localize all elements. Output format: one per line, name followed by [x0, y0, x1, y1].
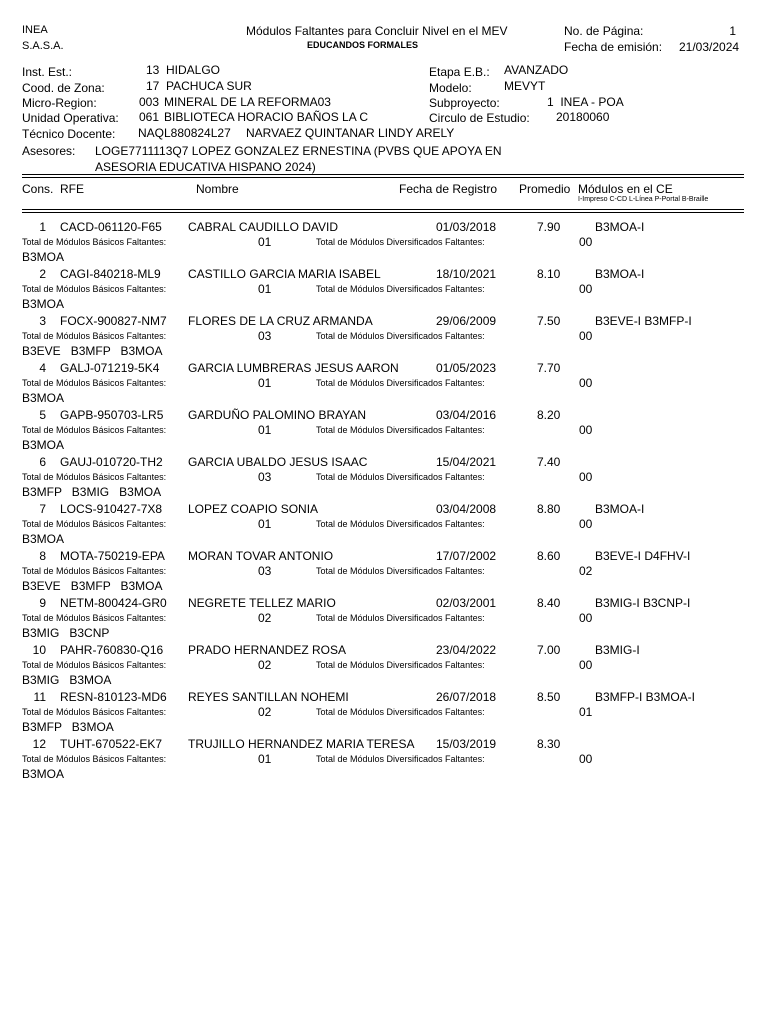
record-basicos: 02	[258, 611, 272, 625]
record-cons: 12	[32, 737, 46, 751]
col-nombre: Nombre	[196, 182, 239, 196]
unidad-name: BIBLIOTECA HORACIO BAÑOS LA C	[164, 110, 369, 124]
record-basicos: 03	[258, 564, 272, 578]
inst-code: 13	[146, 63, 160, 77]
basicos-label: Total de Módulos Básicos Faltantes:	[22, 660, 167, 670]
record-promedio: 8.10	[537, 267, 561, 281]
etapa-label: Etapa E.B.:	[429, 65, 490, 79]
diversificados-label: Total de Módulos Diversificados Faltantes:	[316, 566, 485, 576]
tecnico-name: NARVAEZ QUINTANAR LINDY ARELY	[246, 126, 455, 140]
basicos-label: Total de Módulos Básicos Faltantes:	[22, 378, 167, 388]
basicos-label: Total de Módulos Básicos Faltantes:	[22, 519, 167, 529]
record-basicos: 01	[258, 235, 272, 249]
date-label: Fecha de emisión:	[564, 40, 663, 54]
header-rule-bottom	[22, 209, 744, 210]
record-basicos: 01	[258, 423, 272, 437]
asesores-label: Asesores:	[22, 144, 76, 158]
record-nombre: CASTILLO GARCIA MARIA ISABEL	[188, 267, 381, 281]
record-nombre: LOPEZ COAPIO SONIA	[188, 502, 319, 516]
record-cons: 10	[32, 643, 46, 657]
record-fecha: 02/03/2001	[436, 596, 497, 610]
basicos-label: Total de Módulos Básicos Faltantes:	[22, 237, 167, 247]
col-fecha: Fecha de Registro	[399, 182, 498, 196]
diversificados-label: Total de Módulos Diversificados Faltantes:	[316, 237, 485, 247]
subproyecto-label: Subproyecto:	[429, 96, 500, 110]
diversificados-label: Total de Módulos Diversificados Faltantes:	[316, 754, 485, 764]
record-basicos: 01	[258, 282, 272, 296]
record-fecha: 15/03/2019	[436, 737, 497, 751]
col-modulos-legend: I-Impreso C-CD L-Línea P-Portal B-Braille	[578, 196, 709, 203]
record-modulos-ce: B3MIG-I	[595, 643, 640, 657]
diversificados-label: Total de Módulos Diversificados Faltantes:	[316, 613, 485, 623]
record-diversificados: 00	[579, 611, 593, 625]
record-modulos-ce: B3MIG-I B3CNP-I	[595, 596, 691, 610]
record-cons: 1	[39, 220, 46, 234]
record-promedio: 7.50	[537, 314, 561, 328]
zona-name: PACHUCA SUR	[166, 79, 252, 93]
record-modulos-ce: B3EVE-I D4FHV-I	[595, 549, 691, 563]
record-promedio: 8.50	[537, 690, 561, 704]
record-promedio: 7.70	[537, 361, 561, 375]
record-modulos-ce: B3MOA-I	[595, 220, 645, 234]
basicos-label: Total de Módulos Básicos Faltantes:	[22, 425, 167, 435]
record-fecha: 29/06/2009	[436, 314, 497, 328]
col-cons: Cons.	[22, 182, 54, 196]
asesores-line1: LOGE7711113Q7 LOPEZ GONZALEZ ERNESTINA (PVBS QUE APOYA EN	[95, 144, 502, 158]
col-modulos: Módulos en el CE	[578, 182, 673, 196]
inst-name: HIDALGO	[166, 63, 221, 77]
record-promedio: 8.20	[537, 408, 561, 422]
unidad-code: 061	[139, 110, 160, 124]
header-rule-top2	[22, 177, 744, 178]
record-diversificados: 00	[579, 235, 593, 249]
record-cons: 3	[39, 314, 46, 328]
modelo-value: MEVYT	[504, 79, 546, 93]
record-modulos-ce: B3MFP-I B3MOA-I	[595, 690, 696, 704]
unidad-label: Unidad Operativa:	[22, 111, 119, 125]
table-row	[0, 642, 768, 689]
record-nombre: PRADO HERNANDEZ ROSA	[188, 643, 347, 657]
record-diversificados: 01	[579, 705, 593, 719]
diversificados-label: Total de Módulos Diversificados Faltantes:	[316, 425, 485, 435]
record-fecha: 26/07/2018	[436, 690, 497, 704]
diversificados-label: Total de Módulos Diversificados Faltantes:	[316, 660, 485, 670]
record-fecha: 01/03/2018	[436, 220, 497, 234]
record-faltantes: B3EVE B3MFP B3MOA	[22, 344, 163, 358]
date-value: 21/03/2024	[679, 40, 740, 54]
record-promedio: 8.30	[537, 737, 561, 751]
record-faltantes: B3MOA	[22, 532, 65, 546]
record-rfe: GAPB-950703-LR5	[60, 408, 164, 422]
record-basicos: 01	[258, 376, 272, 390]
record-nombre: CABRAL CAUDILLO DAVID	[188, 220, 339, 234]
record-promedio: 7.00	[537, 643, 561, 657]
table-row	[0, 501, 768, 548]
micro-code: 003	[139, 95, 160, 109]
record-faltantes: B3EVE B3MFP B3MOA	[22, 579, 163, 593]
record-basicos: 03	[258, 329, 272, 343]
header-rule-bottom2	[22, 212, 744, 213]
record-diversificados: 00	[579, 517, 593, 531]
record-rfe: GAUJ-010720-TH2	[60, 455, 163, 469]
basicos-label: Total de Módulos Básicos Faltantes:	[22, 754, 167, 764]
record-nombre: TRUJILLO HERNANDEZ MARIA TERESA	[188, 737, 415, 751]
record-promedio: 8.80	[537, 502, 561, 516]
tecnico-label: Técnico Docente:	[22, 127, 116, 141]
record-nombre: GARCIA LUMBRERAS JESUS AARON	[188, 361, 399, 375]
asesores-line2: ASESORIA EDUCATIVA HISPANO 2024)	[95, 160, 316, 174]
report-subtitle: EDUCANDOS FORMALES	[307, 40, 419, 50]
tecnico-code: NAQL880824L27	[138, 126, 231, 140]
basicos-label: Total de Módulos Básicos Faltantes:	[22, 331, 167, 341]
record-promedio: 8.40	[537, 596, 561, 610]
record-rfe: CACD-061120-F65	[60, 220, 162, 234]
basicos-label: Total de Módulos Básicos Faltantes:	[22, 707, 167, 717]
record-fecha: 15/04/2021	[436, 455, 497, 469]
record-nombre: NEGRETE TELLEZ MARIO	[188, 596, 336, 610]
record-nombre: GARCIA UBALDO JESUS ISAAC	[188, 455, 368, 469]
record-fecha: 03/04/2016	[436, 408, 497, 422]
zona-code: 17	[146, 79, 160, 93]
record-diversificados: 00	[579, 423, 593, 437]
circulo-label: Circulo de Estudio:	[429, 111, 530, 125]
record-basicos: 02	[258, 658, 272, 672]
table-row	[0, 360, 768, 407]
etapa-value: AVANZADO	[504, 63, 569, 77]
record-cons: 6	[39, 455, 46, 469]
modelo-label: Modelo:	[429, 81, 472, 95]
record-faltantes: B3MFP B3MIG B3MOA	[22, 485, 162, 499]
record-faltantes: B3MIG B3CNP	[22, 626, 110, 640]
record-promedio: 8.60	[537, 549, 561, 563]
record-rfe: NETM-800424-GR0	[60, 596, 167, 610]
circulo-value: 20180060	[556, 110, 610, 124]
table-row	[0, 736, 768, 783]
record-rfe: MOTA-750219-EPA	[60, 549, 165, 563]
record-nombre: FLORES DE LA CRUZ ARMANDA	[188, 314, 373, 328]
org-line1: INEA	[22, 24, 48, 36]
col-rfe: RFE	[60, 182, 84, 196]
record-basicos: 02	[258, 705, 272, 719]
record-basicos: 01	[258, 517, 272, 531]
record-cons: 2	[39, 267, 46, 281]
micro-label: Micro-Region:	[22, 96, 97, 110]
record-rfe: TUHT-670522-EK7	[60, 737, 163, 751]
record-cons: 5	[39, 408, 46, 422]
basicos-label: Total de Módulos Básicos Faltantes:	[22, 613, 167, 623]
basicos-label: Total de Módulos Básicos Faltantes:	[22, 566, 167, 576]
record-rfe: CAGI-840218-ML9	[60, 267, 161, 281]
record-cons: 8	[39, 549, 46, 563]
record-faltantes: B3MOA	[22, 391, 65, 405]
record-cons: 7	[39, 502, 46, 516]
record-cons: 9	[39, 596, 46, 610]
page-number: 1	[729, 24, 736, 38]
record-fecha: 03/04/2008	[436, 502, 497, 516]
record-diversificados: 00	[579, 658, 593, 672]
record-fecha: 18/10/2021	[436, 267, 497, 281]
table-row	[0, 548, 768, 595]
record-modulos-ce: B3EVE-I B3MFP-I	[595, 314, 692, 328]
diversificados-label: Total de Módulos Diversificados Faltantes:	[316, 519, 485, 529]
diversificados-label: Total de Módulos Diversificados Faltantes:	[316, 331, 485, 341]
record-cons: 4	[39, 361, 46, 375]
record-modulos-ce: B3MOA-I	[595, 502, 645, 516]
record-modulos-ce: B3MOA-I	[595, 267, 645, 281]
table-row	[0, 266, 768, 313]
micro-name: MINERAL DE LA REFORMA03	[164, 95, 331, 109]
page-label: No. de Página:	[564, 24, 644, 38]
record-diversificados: 02	[579, 564, 593, 578]
record-faltantes: B3MOA	[22, 297, 65, 311]
table-row	[0, 407, 768, 454]
record-promedio: 7.40	[537, 455, 561, 469]
record-basicos: 01	[258, 752, 272, 766]
diversificados-label: Total de Módulos Diversificados Faltantes:	[316, 707, 485, 717]
record-faltantes: B3MOA	[22, 767, 65, 781]
record-faltantes: B3MOA	[22, 250, 65, 264]
record-nombre: MORAN TOVAR ANTONIO	[188, 549, 334, 563]
table-row	[0, 454, 768, 501]
table-row	[0, 595, 768, 642]
record-promedio: 7.90	[537, 220, 561, 234]
header-rule-top	[22, 174, 744, 175]
org-line2: S.A.S.A.	[22, 40, 64, 52]
diversificados-label: Total de Módulos Diversificados Faltantes:	[316, 472, 485, 482]
record-rfe: LOCS-910427-7X8	[60, 502, 163, 516]
record-rfe: GALJ-071219-5K4	[60, 361, 160, 375]
record-diversificados: 00	[579, 282, 593, 296]
record-rfe: RESN-810123-MD6	[60, 690, 167, 704]
record-rfe: PAHR-760830-Q16	[60, 643, 164, 657]
table-row	[0, 689, 768, 736]
col-promedio: Promedio	[519, 182, 571, 196]
record-diversificados: 00	[579, 376, 593, 390]
zona-label: Cood. de Zona:	[22, 81, 105, 95]
report-title: Módulos Faltantes para Concluir Nivel en el MEV	[246, 24, 508, 38]
basicos-label: Total de Módulos Básicos Faltantes:	[22, 284, 167, 294]
basicos-label: Total de Módulos Básicos Faltantes:	[22, 472, 167, 482]
record-fecha: 23/04/2022	[436, 643, 497, 657]
diversificados-label: Total de Módulos Diversificados Faltantes:	[316, 284, 485, 294]
diversificados-label: Total de Módulos Diversificados Faltantes:	[316, 378, 485, 388]
record-basicos: 03	[258, 470, 272, 484]
record-faltantes: B3MIG B3MOA	[22, 673, 112, 687]
record-diversificados: 00	[579, 752, 593, 766]
record-faltantes: B3MOA	[22, 438, 65, 452]
inst-label: Inst. Est.:	[22, 65, 73, 79]
record-diversificados: 00	[579, 470, 593, 484]
record-nombre: REYES SANTILLAN NOHEMI	[188, 690, 349, 704]
record-fecha: 17/07/2002	[436, 549, 497, 563]
subproyecto-value: 1 INEA - POA	[547, 95, 624, 109]
record-nombre: GARDUÑO PALOMINO BRAYAN	[188, 408, 367, 422]
record-faltantes: B3MFP B3MOA	[22, 720, 114, 734]
table-row	[0, 219, 768, 266]
record-rfe: FOCX-900827-NM7	[60, 314, 167, 328]
record-cons: 11	[33, 690, 46, 704]
record-diversificados: 00	[579, 329, 593, 343]
table-row	[0, 313, 768, 360]
record-fecha: 01/05/2023	[436, 361, 497, 375]
